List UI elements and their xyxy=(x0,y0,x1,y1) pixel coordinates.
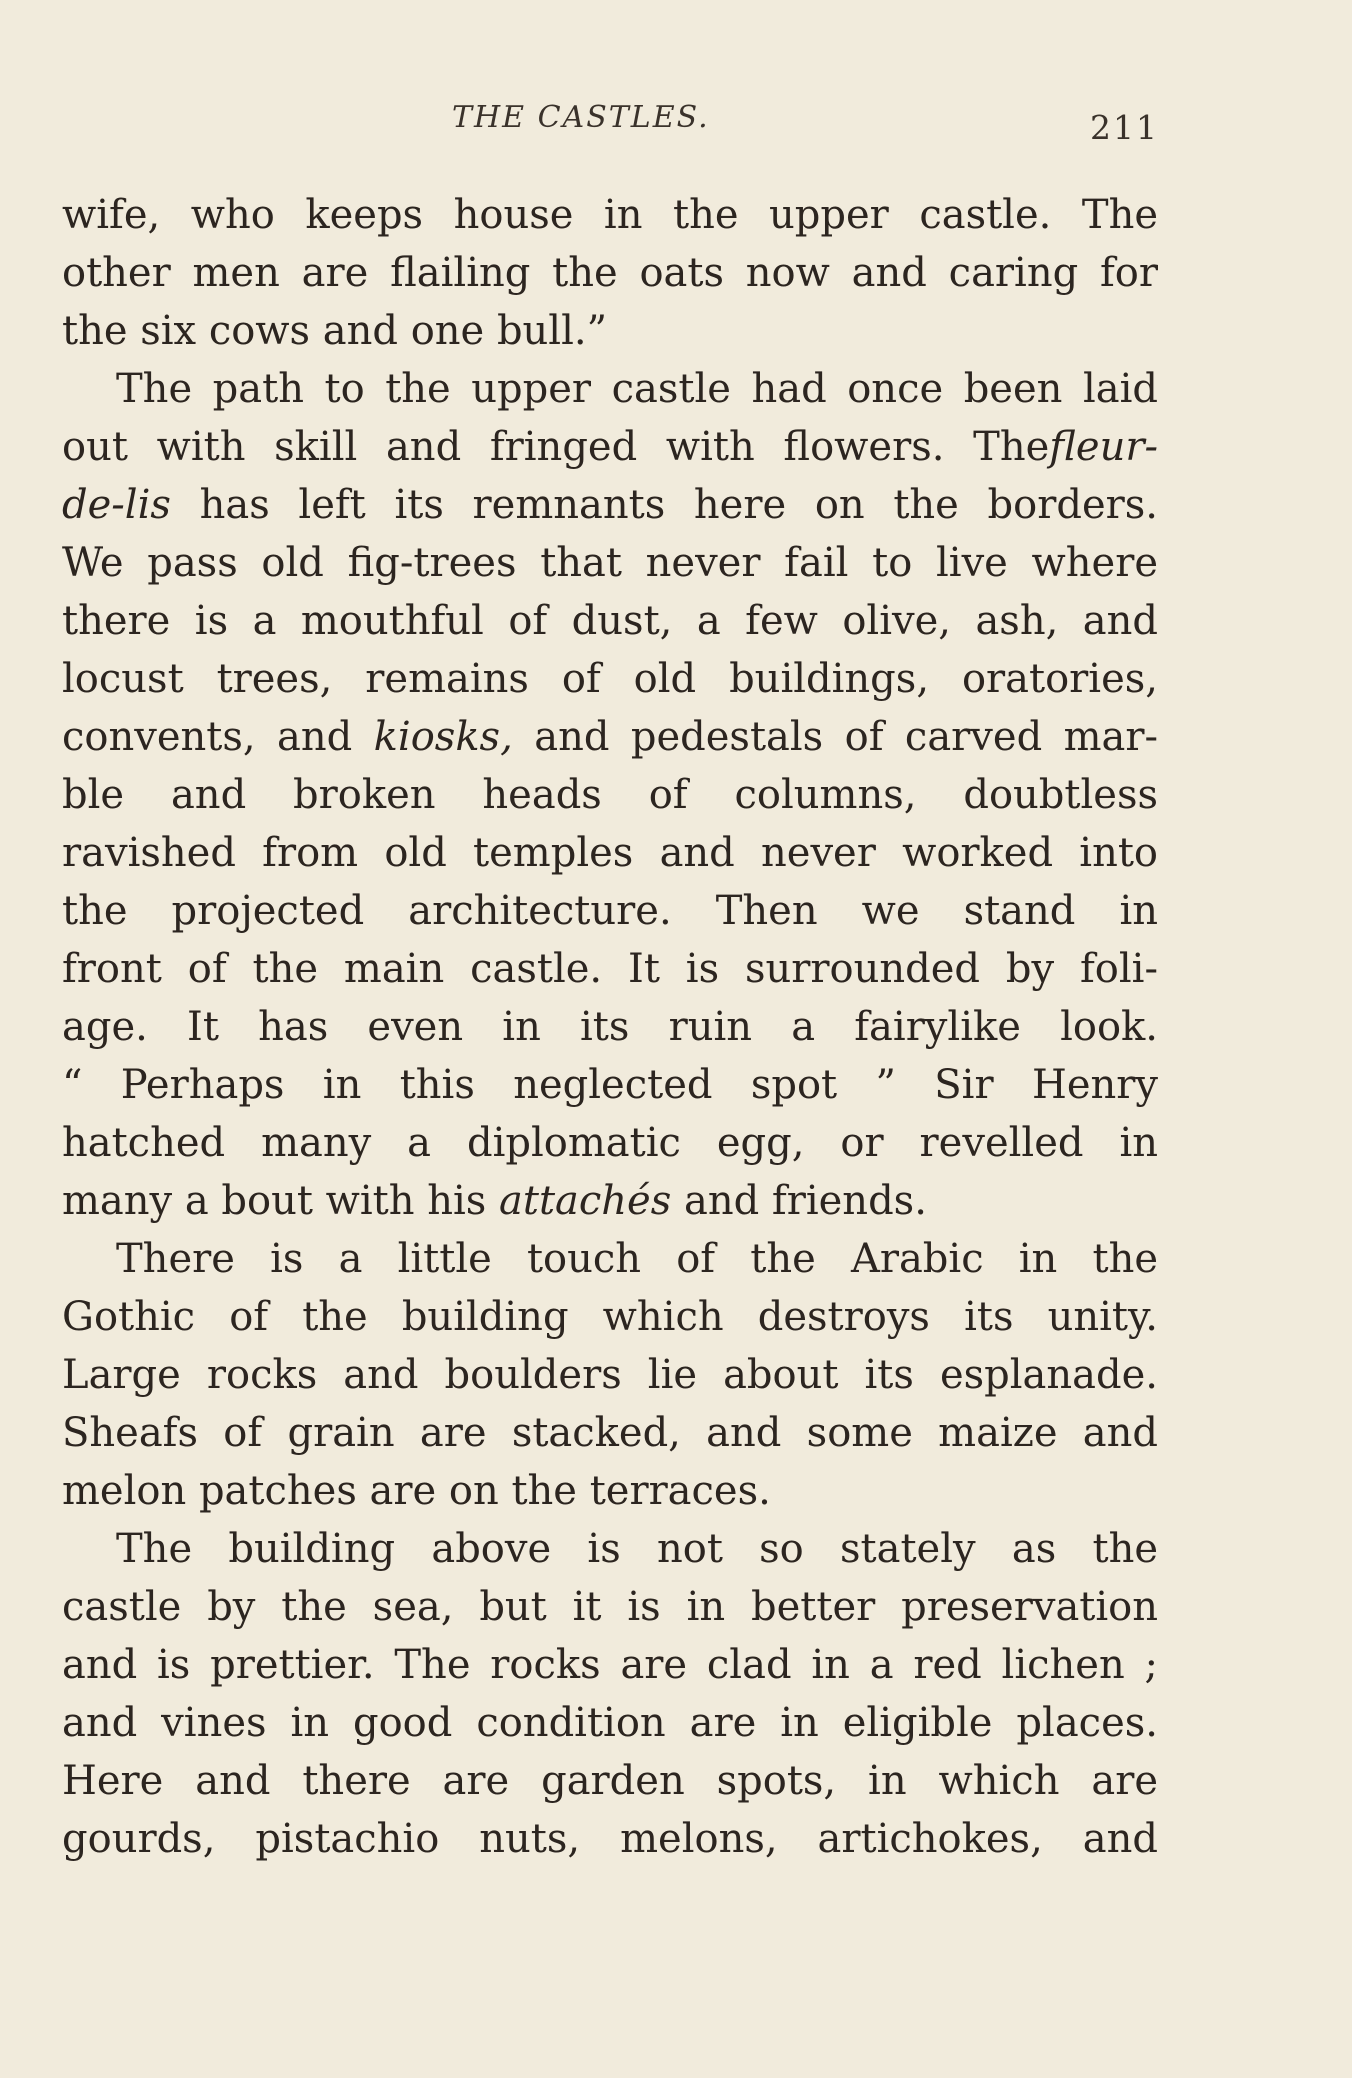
text-line xyxy=(62,1172,1158,1230)
running-head-title: THE CASTLES. xyxy=(452,100,710,135)
text-line: and vines in good condition are in eligible places. xyxy=(62,1700,1158,1746)
text-segment: and pedestals of carved mar- xyxy=(534,714,1159,760)
text-line: hatched many a diplomatic egg, or revelled in xyxy=(62,1120,1158,1166)
text-segment: out with skill and fringed with flowers. The xyxy=(62,424,1050,470)
text-line: the six cows and one bull.” xyxy=(62,308,608,354)
text-line: There is a little touch of the Arabic in the xyxy=(116,1236,1158,1282)
running-head xyxy=(0,98,1352,147)
text-line xyxy=(62,708,1158,766)
italic-term: fleur- xyxy=(1049,424,1158,470)
text-line: wife, who keeps house in the upper castle. The xyxy=(62,192,1158,238)
text-line: The building above is not so stately as the xyxy=(116,1526,1158,1572)
text-segment: convents, and xyxy=(62,714,353,760)
text-segment: and friends. xyxy=(683,1178,927,1224)
page-number: 211 xyxy=(1090,108,1159,147)
text-line: other men are flailing the oats now and caring for xyxy=(62,250,1158,296)
text-segment: many a bout with his xyxy=(62,1178,487,1224)
text-line: Here and there are garden spots, in which are xyxy=(62,1758,1158,1804)
text-line: Large rocks and boulders lie about its esplanade. xyxy=(62,1352,1158,1398)
text-line: Sheafs of grain are stacked, and some maize and xyxy=(62,1410,1158,1456)
text-line: ravished from old temples and never worked into xyxy=(62,830,1158,876)
text-line: Gothic of the building which destroys its unity. xyxy=(62,1294,1158,1340)
text-line: The path to the upper castle had once been laid xyxy=(116,366,1158,412)
text-line xyxy=(62,476,1158,534)
italic-term: kiosks, xyxy=(373,714,513,760)
italic-term: attachés xyxy=(499,1178,672,1224)
text-line: ble and broken heads of columns, doubtless xyxy=(62,772,1158,818)
text-line: there is a mouthful of dust, a few olive, ash, and xyxy=(62,598,1158,644)
text-line: and is prettier. The rocks are clad in a red lichen ; xyxy=(62,1642,1158,1688)
text-line: gourds, pistachio nuts, melons, artichokes, and xyxy=(62,1816,1158,1862)
text-line: locust trees, remains of old buildings, oratories, xyxy=(62,656,1158,702)
text-line: the projected architecture. Then we stand in xyxy=(62,888,1158,934)
text-line xyxy=(62,418,1158,476)
text-line: front of the main castle. It is surrounded by foli- xyxy=(62,946,1158,992)
text-line: melon patches are on the terraces. xyxy=(62,1468,771,1514)
text-line: castle by the sea, but it is in better preservation xyxy=(62,1584,1158,1630)
italic-term: de-lis xyxy=(62,482,171,528)
text-line: “ Perhaps in this neglected spot ” Sir Henry xyxy=(62,1062,1158,1108)
body-text xyxy=(62,186,1158,1868)
text-line: age. It has even in its ruin a fairylike look. xyxy=(62,1004,1158,1050)
text-segment: has left its remnants here on the borders. xyxy=(199,482,1158,528)
text-line: We pass old fig-trees that never fail to live where xyxy=(62,540,1158,586)
